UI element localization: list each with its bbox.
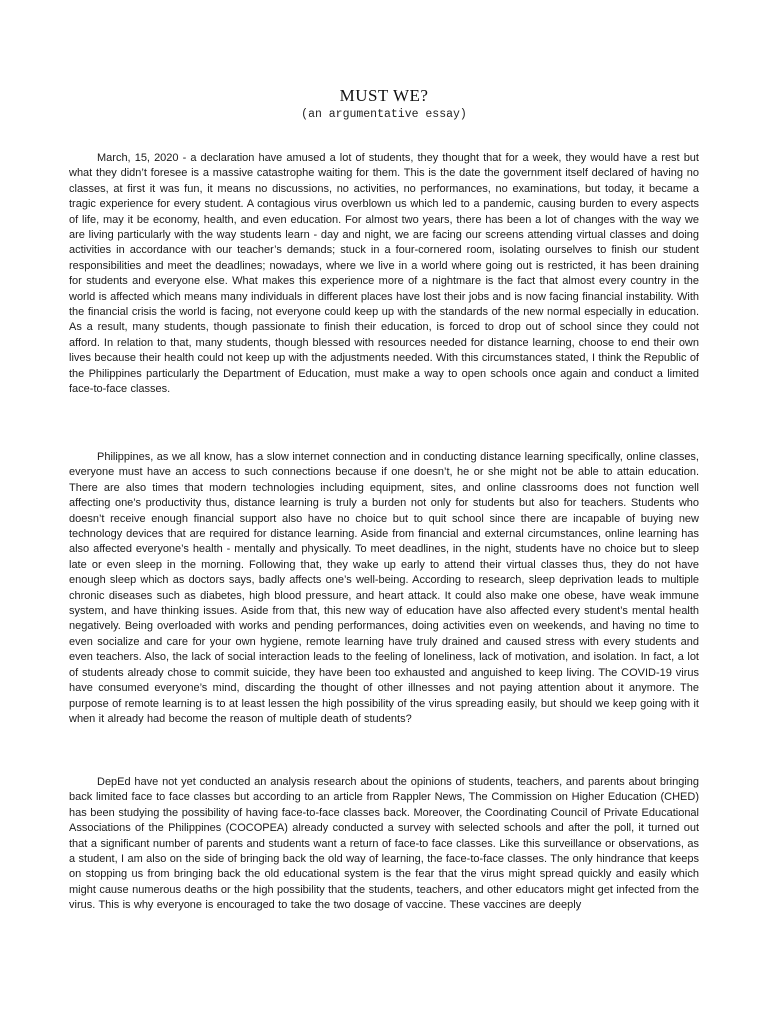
paragraph-1: March, 15, 2020 - a declaration have amused a lot of students, they thought that for a week, they would have a rest but what they didn’t foresee is a massive catastrophe waiting for them. This is the date the government itself declared of having no classes, at first it was fun, it means no discussions, no activities, no performances, no examinations, but today, it became a tragic experience for every student. A contagious virus overblown us which led to a pandemic, causing burden to every aspects of life, may it be economy, health, and even education. For almost two years, there has been a lot of changes with the way we are living particularly with the way students learn - day and night, we are facing our screens attending virtual classes and doing activities in accordance with our teacher’s demands; stuck in a four-cornered room, isolating ourselves to finish our student responsibilities and meet the deadlines; nowadays, where we live in a world where going out is restricted, it has been draining for students and everyone else. What makes this experience more of a nightmare is the fact that almost every country in the world is affected which means many individuals in different places have lost their jobs and is now facing financial instability. With the financial crisis the world is facing, not everyone could keep up with the standards of the new normal especially in education. As a result, many students, though passionate to finish their education, is forced to drop out of school since they could not afford. In relation to that, many students, though blessed with resources needed for distance learning, choose to end their own lives because their health could not keep up with the adjustments needed. With this circumstances stated, I think the Republic of the Philippines particularly the Department of Education, must make a way to open schools once again and conduct a limited face-to-face classes. bbox=[69, 152, 699, 396]
paragraph-2: Philippines, as we all know, has a slow internet connection and in conducting distance learning specifically, online classes, everyone must have an access to such connections because if one doesn’t, he or she might not be able to attain education. There are also times that modern technologies including equipment, sites, and online classrooms does not function well affecting one’s productivity thus, distance learning is truly a burden not only for students but also for teachers. Students who doesn’t receive enough financial support also have no choice but to quit school since there are incapable of buying new technology devices that are required for distance learning. Aside from financial and external circumstances, online learning has also affected everyone’s health - mentally and physically. To meet deadlines, in the night, students have no choice but to sleep late or even sleep in the morning. Following that, they wake up early to attend their virtual classes thus, they do not have enough sleep which as doctors says, badly affects one’s well-being. According to research, sleep deprivation leads to multiple chronic diseases such as diabetes, high blood pressure, and heart attack. It could also make one obese, have weak immune system, and have thinking issues. Aside from that, this new way of education have also affected every student’s mental health negatively. Being overloaded with works and pending performances, doing activities even on weekends, and having no time to even socialize and care for your own hygiene, remote learning have truly drained and caused stress with every students and even teachers. Also, the lack of social interaction leads to the feeling of loneliness, lack of motivation, and isolation. In fact, a lot of students already chose to commit suicide, they have been too exhausted and anguished to keep living. The COVID-19 virus have consumed everyone’s mind, discarding the thought of other illnesses and not paying attention about it anymore. The purpose of remote learning is to at least lessen the high possibility of the virus spreading easily, but should we keep going with it when it already had become the reason of multiple death of students? bbox=[69, 451, 699, 725]
essay-title: MUST WE? bbox=[339, 86, 429, 105]
paragraph-3: DepEd have not yet conducted an analysis research about the opinions of students, teachers, and parents about bringing back limited face to face classes but according to an article from Rappler News, The Commission on Higher Education (CHED) has been studying the possibility of having face-to-face classes back. Moreover, the Coordinating Council of Private Educational Associations of the Philippines (COCOPEA) already conducted a survey with selected schools and after the poll, it turned out that a significant number of parents and students want a return of face-to face classes. Like this surveillance or observations, as a student, I am also on the side of bringing back the old way of learning, the face-to-face classes. The only hindrance that keeps on stopping us from bringing back the old educational system is the fear that the virus might spread quickly and easily which might cause numerous deaths or the high possibility that the students, teachers, and other educators might get infected from the virus. This is why everyone is encouraged to take the two dosage of vaccine. These vaccines are deeply bbox=[69, 776, 699, 912]
essay-subtitle: (an argumentative essay) bbox=[301, 108, 467, 121]
